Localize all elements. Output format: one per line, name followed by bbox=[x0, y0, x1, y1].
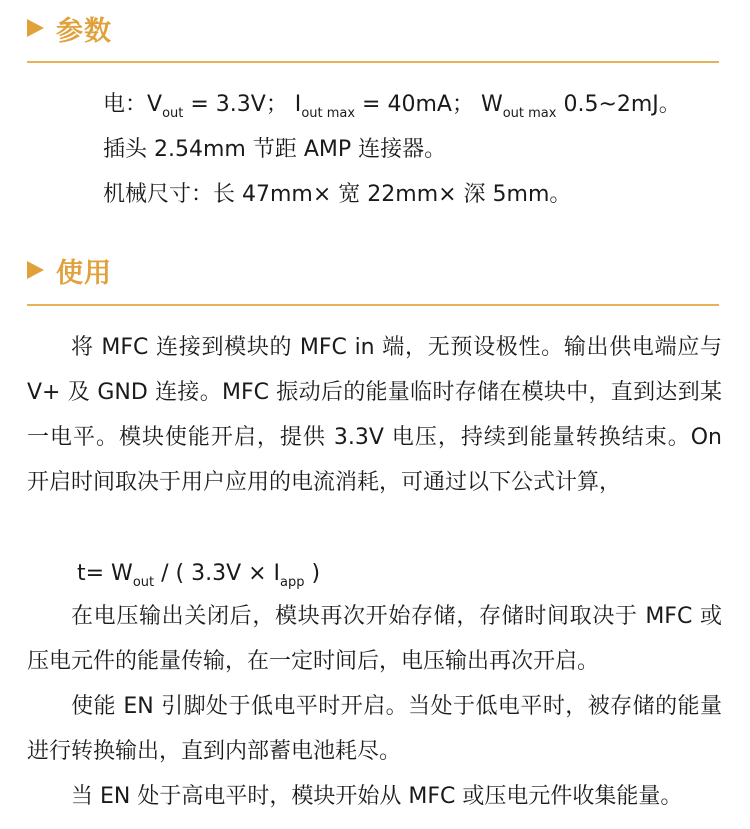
usage-paragraph-2: 在电压输出关闭后，模块再次开始存储，存储时间取决于 MFC 或压电元件的能量传输，在一定时间后，电压输出再次开启。 bbox=[27, 604, 722, 674]
param-connector: 插头 2.54mm 节距 AMP 连接器。 bbox=[103, 137, 447, 162]
triangle-bullet-icon bbox=[27, 19, 44, 37]
section-divider bbox=[27, 61, 719, 63]
section-heading-params bbox=[27, 8, 112, 48]
section-heading-usage bbox=[27, 250, 112, 290]
usage-paragraph-3: 使能 EN 引脚处于低电平时开启。当处于低电平时，被存储的能量进行转换输出，直到内部蓄电池耗尽。 bbox=[27, 694, 722, 764]
section-title-params: 参数 bbox=[56, 15, 112, 47]
param-electrical: 电：$V_{out} = 3.3V$； $I_{out max} = 40mA$； $W_{out max}$ 0.5~2mJ。 bbox=[103, 92, 681, 121]
usage-paragraph-4: 当 EN 处于高电平时，模块开始从 MFC 或压电元件收集能量。 bbox=[71, 784, 683, 809]
usage-paragraph-1: 将 MFC 连接到模块的 MFC in 端，无预设极性。输出供电端应与 V+ 及 GND 连接。MFC 振动后的能量临时存储在模块中，直到达到某一电平。模块使能开启，提供 3.3V 电压，持续到能量转换结束。On 开启时间取决于用户应用的电流消耗，可通过以下公式计算， bbox=[27, 335, 722, 495]
param-dimensions: 机械尺寸：长 47mm× 宽 22mm× 深 5mm。 bbox=[103, 182, 572, 207]
formula: $t= W_{out}$ / ( $3.3V \times I_{app}$ ) bbox=[77, 561, 321, 590]
triangle-bullet-icon bbox=[27, 261, 44, 279]
section-divider bbox=[27, 304, 719, 306]
section-title-usage: 使用 bbox=[56, 257, 112, 289]
